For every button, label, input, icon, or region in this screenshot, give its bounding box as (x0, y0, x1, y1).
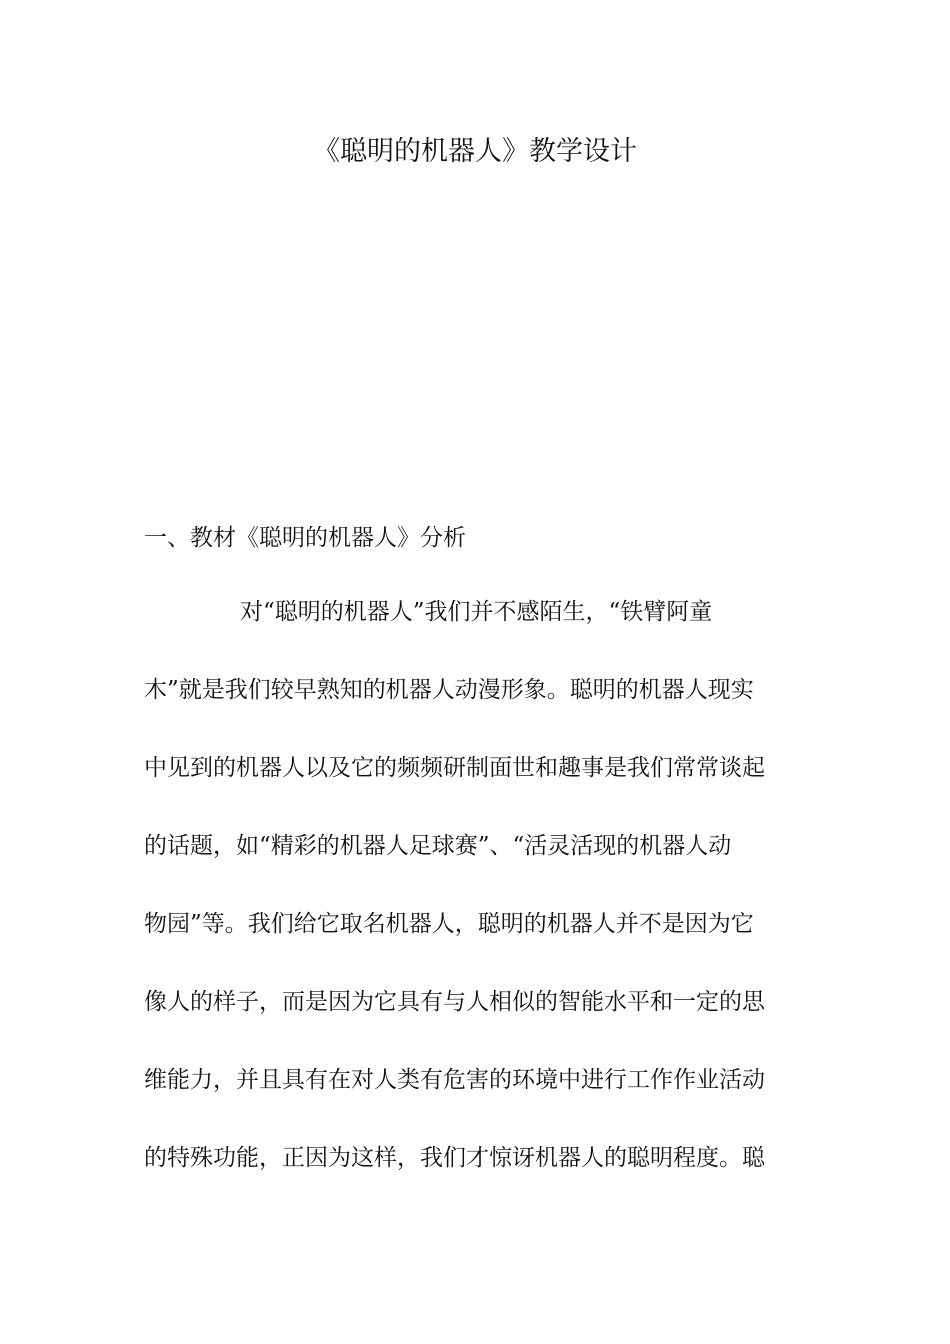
document-title: 《聪明的机器人》教学设计 (313, 136, 637, 167)
section-heading: 一、教材《聪明的机器人》分析 (144, 525, 466, 551)
paragraph-line: 维能力，并且具有在对人类有危害的环境中进行工作作业活动 (144, 1067, 765, 1093)
paragraph-line: 的话题，如“精彩的机器人足球赛”、“活灵活现的机器人动 (144, 833, 732, 859)
paragraph-line: 的特殊功能，正因为这样，我们才惊讶机器人的聪明程度。聪 (144, 1145, 765, 1171)
paragraph-line: 中见到的机器人以及它的频频研制面世和趣事是我们常常谈起 (144, 755, 765, 781)
paragraph-line: 对“聪明的机器人”我们并不感陌生，“铁臂阿童 (240, 599, 713, 625)
paragraph-line: 像人的样子，而是因为它具有与人相似的智能水平和一定的思 (144, 989, 765, 1015)
paragraph-line: 物园”等。我们给它取名机器人，聪明的机器人并不是因为它 (144, 911, 754, 937)
paragraph-line: 木”就是我们较早熟知的机器人动漫形象。聪明的机器人现实 (144, 677, 754, 703)
